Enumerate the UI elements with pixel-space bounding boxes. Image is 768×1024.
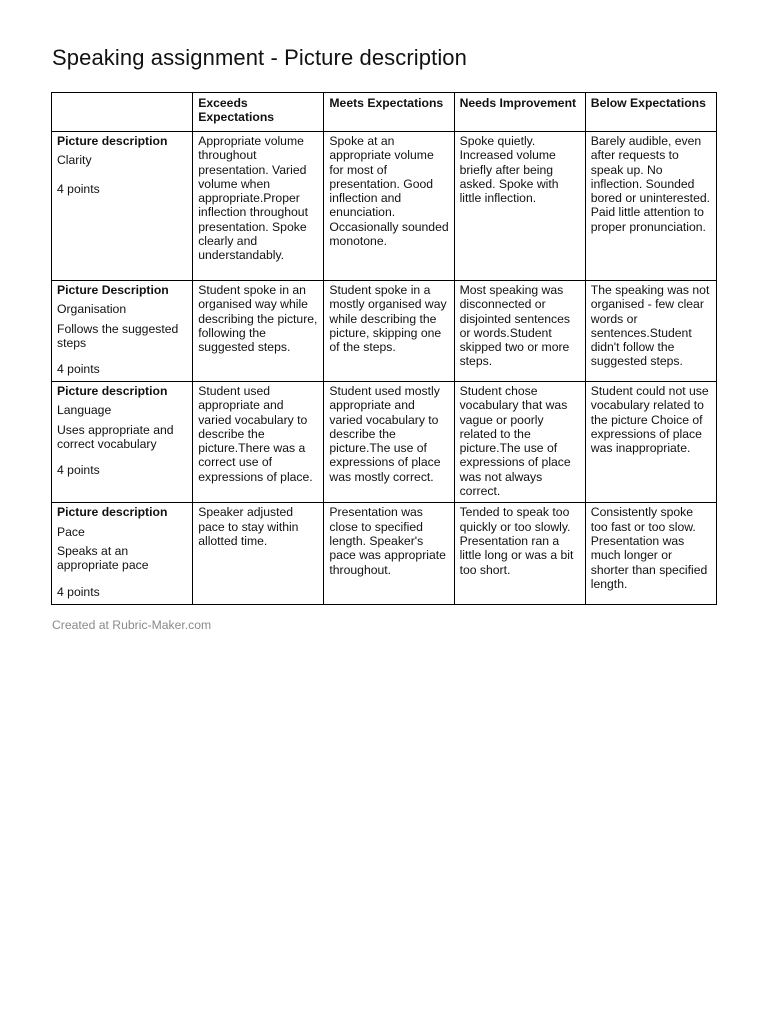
criterion-cell — [52, 132, 193, 281]
criterion-title: Picture description — [57, 134, 168, 148]
criterion-points: 4 points — [57, 584, 100, 599]
meets-cell — [324, 132, 454, 281]
cell-text: Most speaking was disconnected or disjointed sentences or words.Student skipped two or more steps. — [459, 283, 571, 369]
criterion-name: Language — [57, 403, 112, 418]
cell-text: The speaking was not organised - few clear words or sentences.Student didn't follow the suggested steps. — [590, 283, 710, 369]
table-row — [52, 132, 717, 281]
cell-text: Student spoke in a mostly organised way while describing the picture, skipping one of the steps. — [329, 283, 447, 355]
needs-improvement-cell — [454, 503, 585, 605]
needs-improvement-cell — [454, 281, 585, 382]
criterion-name: Pace — [57, 524, 85, 539]
criterion-name: Clarity — [57, 153, 92, 168]
cell-text: Presentation was close to specified length. Speaker's pace was appropriate throughout. — [329, 505, 446, 577]
criterion-title: Picture description — [57, 505, 168, 520]
cell-text: Student could not use vocabulary related to the picture Choice of expressions of place was inappropriate. — [590, 384, 709, 456]
cell-text: Student used appropriate and varied vocabulary to describe the picture.There was a correct use of expressions of place. — [198, 384, 313, 484]
cell-text: Student chose vocabulary that was vague or poorly related to the picture.The use of expressions of place was not always correct. — [459, 384, 571, 499]
footer-credit: Created at Rubric-Maker.com — [52, 618, 212, 632]
header-cell-needs-improvement: Needs Improvement — [454, 93, 585, 132]
cell-text: Spoke quietly. Increased volume briefly after being asked. Spoke with little inflection. — [459, 134, 559, 206]
criterion-description: Speaks at an appropriate pace — [57, 543, 149, 573]
criterion-description: Follows the suggested steps — [57, 321, 179, 350]
cell-text: Consistently spoke too fast or too slow. Presentation was much longer or shorter than specified length. — [590, 505, 708, 591]
exceeds-cell — [193, 503, 324, 605]
cell-text: Appropriate volume throughout presentation. Varied volume when appropriate.Proper inflection throughout presentation. Spoke clearly and understandably. — [198, 134, 308, 263]
rubric-table — [51, 92, 717, 605]
criterion-title: Picture Description — [57, 283, 169, 297]
table-row — [52, 281, 717, 382]
criterion-points: 4 points — [57, 463, 100, 478]
below-cell — [585, 503, 716, 605]
meets-cell — [324, 382, 454, 503]
cell-text: Speaker adjusted pace to stay within allotted time. — [198, 505, 299, 548]
criterion-description: Uses appropriate and correct vocabulary — [57, 422, 174, 451]
needs-improvement-cell — [454, 132, 585, 281]
criterion-cell — [52, 281, 193, 382]
criterion-cell — [52, 503, 193, 605]
criterion-title: Picture description — [57, 384, 168, 398]
criterion-points: 4 points — [57, 362, 100, 377]
header-cell-below: Below Expectations — [585, 93, 716, 132]
criterion-points: 4 points — [57, 181, 100, 196]
needs-improvement-cell — [454, 382, 585, 503]
cell-text: Student spoke in an organised way while describing the picture, following the suggested steps. — [198, 283, 318, 355]
cell-text: Student used mostly appropriate and varied vocabulary to describe the picture.The use of expressions of place was mostly correct. — [329, 384, 441, 484]
meets-cell — [324, 503, 454, 605]
header-cell-criteria — [52, 93, 193, 132]
cell-text: Spoke at an appropriate volume for most of presentation. Good inflection and enunciation. Occasionally sounded monotone. — [329, 134, 449, 249]
below-cell — [585, 132, 716, 281]
header-cell-exceeds: Exceeds Expectations — [193, 93, 324, 132]
criterion-cell — [52, 382, 193, 503]
meets-cell — [324, 281, 454, 382]
table-header-row — [52, 93, 717, 132]
cell-text: Barely audible, even after requests to speak up. No inflection. Sounded bored or uninterested. Paid little attention to proper pronunciation. — [590, 134, 711, 234]
criterion-name: Organisation — [57, 302, 127, 317]
below-cell — [585, 281, 716, 382]
table-row — [52, 503, 717, 605]
exceeds-cell — [193, 382, 324, 503]
cell-text: Tended to speak too quickly or too slowly. Presentation ran a little long or was a bit too short. — [459, 505, 574, 577]
table-row — [52, 382, 717, 503]
exceeds-cell — [193, 132, 324, 281]
exceeds-cell — [193, 281, 324, 382]
below-cell — [585, 382, 716, 503]
header-cell-meets: Meets Expectations — [324, 93, 454, 132]
page-title: Speaking assignment - Picture description — [52, 45, 467, 70]
